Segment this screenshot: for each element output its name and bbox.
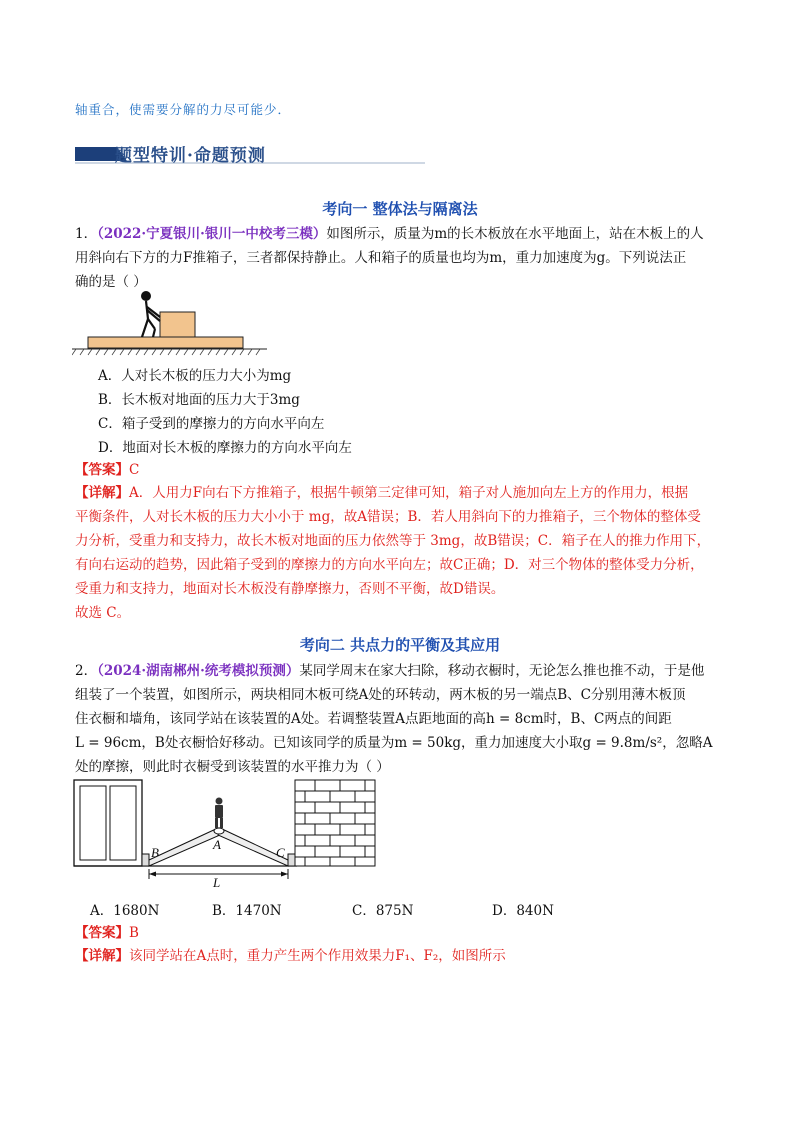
q1-answer-tag: 【答案】 [75, 462, 129, 478]
q2-answer-tag: 【答案】 [75, 925, 129, 941]
figure-person-pushing-box [72, 288, 267, 356]
label-a: A [213, 837, 221, 852]
q1-detail-line5: 受重力和支持力，地面对长木板没有静摩擦力，否则不平衡，故D错误。 [75, 581, 505, 597]
q2-line5: 处的摩擦，则此时衣橱受到该装置的水平推力为（ ） [75, 759, 390, 775]
q2-detail-text: 该同学站在A点时，重力产生两个作用效果力F₁、F₂，如图所示 [129, 948, 506, 964]
section-title: 题型特训·命题预测 [115, 146, 266, 166]
q1-option-a: A．人对长木板的压力大小为mg [98, 368, 292, 384]
q1-line2: 用斜向右下方的力F推箱子，三者都保持静止。人和箱子的质量也均为m，重力加速度为g。下列说法正 [75, 250, 687, 266]
q2-detail [75, 944, 725, 968]
label-l: L [213, 875, 221, 888]
q2-line1: 某同学周末在家大扫除，移动衣橱时，无论怎么推也推不动，于是他 [299, 663, 705, 679]
question-1 [75, 222, 725, 294]
q2-line4: L = 96cm，B处衣橱恰好移动。已知该同学的质量为m = 50kg，重力加速度大小取g = 9.8m/s²，忽略A [75, 735, 713, 751]
q1-line1: 如图所示，质量为m的长木板放在水平地面上，站在木板上的人 [326, 226, 704, 242]
q2-detail-tag: 【详解】 [75, 948, 129, 964]
box [160, 312, 195, 337]
q1-option-d: D．地面对长木板的摩擦力的方向水平向左 [98, 440, 352, 456]
q1-detail-line3: 力分析，受重力和支持力，故长木板对地面的压力依然等于 3mg，故B错误；C．箱子在人的推力作用下， [75, 533, 711, 549]
q1-detail-line1: A．人用力F向右下方推箱子，根据牛顿第三定律可知，箱子对人施加向左上方的作用力，根据 [129, 485, 689, 501]
q1-number: 1． [75, 226, 98, 242]
q2-line3: 住衣橱和墙角，该同学站在该装置的A处。若调整装置A点距地面的高h = 8cm时，B、C两点的间距 [75, 711, 672, 727]
q1-line3: 确的是（ ） [75, 274, 147, 290]
q1-answer-value: C [129, 462, 140, 478]
standing-person [215, 798, 223, 829]
board-left [149, 828, 220, 866]
q2-answer [75, 921, 725, 945]
q1-detail [75, 481, 725, 625]
q2-option-c: C．875N [352, 903, 414, 919]
question-2 [75, 659, 725, 779]
q2-option-a: A．1680N [90, 903, 160, 919]
q1-detail-line4: 有向右运动的趋势，因此箱子受到的摩擦力的方向水平向左；故C正确；D．对三个物体的整体受力分析， [75, 557, 704, 573]
q1-source: （2022·宁夏银川·银川一中校考三模） [97, 226, 327, 242]
wardrobe [74, 780, 142, 866]
q1-detail-line2: 平衡条件，人对长木板的压力大小小于 mg，故A错误；B．若人用斜向下的力推箱子，三个物体的整体受 [75, 509, 701, 525]
label-c: C [276, 845, 285, 860]
label-b: B [151, 845, 159, 860]
plate-b [142, 854, 149, 866]
q1-conclusion: 故选 C。 [75, 605, 131, 621]
q2-number: 2． [75, 663, 98, 679]
direction-1-title: 考向一 整体法与隔离法 [322, 200, 478, 218]
q2-option-b: B．1470N [212, 903, 282, 919]
person [141, 291, 160, 337]
plate-c [288, 854, 295, 866]
long-board [88, 337, 243, 348]
q2-line2: 组装了一个装置，如图所示，两块相同木板可绕A处的环转动，两木板的另一端点B、C分别用薄木板顶 [75, 687, 686, 703]
ground-hatching [72, 349, 260, 355]
ring-a [214, 828, 224, 834]
q1-option-b: B．长木板对地面的压力大于3mg [98, 392, 300, 408]
q2-source: （2024·湖南郴州·统考模拟预测） [97, 663, 300, 679]
q1-option-c: C．箱子受到的摩擦力的方向水平向左 [98, 416, 325, 432]
figure-wardrobe-device [72, 778, 378, 888]
direction-2-title: 考向二 共点力的平衡及其应用 [299, 636, 501, 654]
q2-option-d: D．840N [492, 903, 554, 919]
q2-answer-value: B [129, 925, 139, 941]
q1-answer [75, 458, 725, 482]
brick-wall [295, 780, 375, 866]
q1-detail-tag: 【详解】 [75, 485, 129, 501]
top-note: 轴重合，使需要分解的力尽可能少． [75, 102, 292, 117]
